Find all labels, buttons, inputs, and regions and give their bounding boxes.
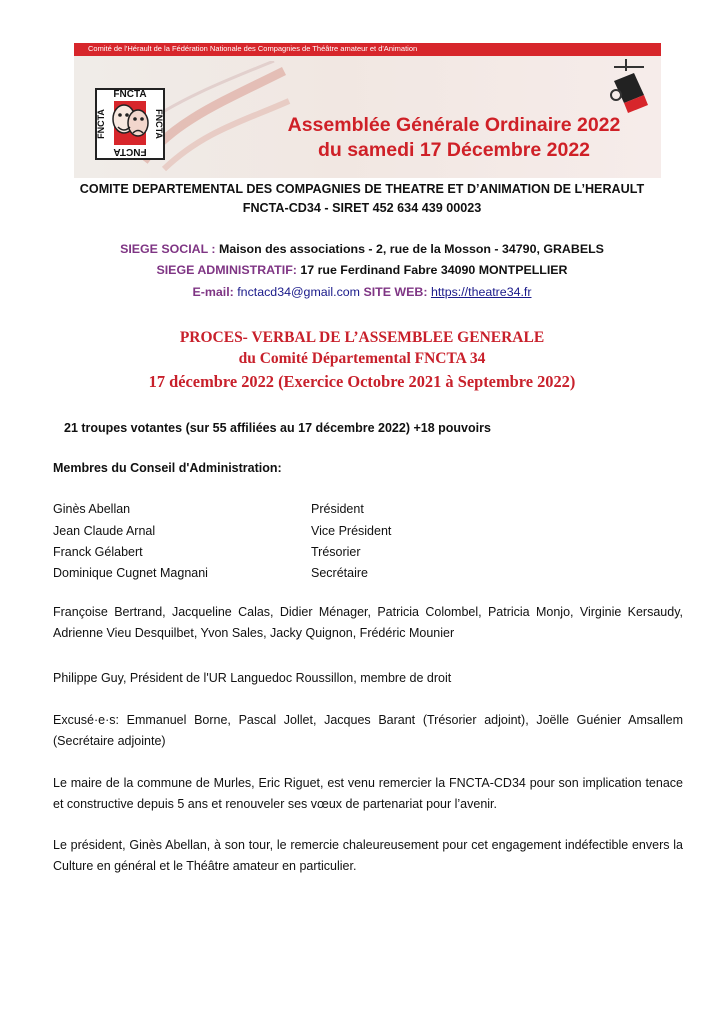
membres-heading: Membres du Conseil d'Administration: bbox=[53, 461, 282, 475]
member-ex-officio: Philippe Guy, Président de l'UR Languedoc Roussillon, membre de droit bbox=[53, 671, 452, 685]
fncta-logo-icon bbox=[90, 83, 170, 165]
siege-social-value: Maison des associations - 2, rue de la Mosson - 34790, GRABELS bbox=[215, 242, 604, 256]
mayor-paragraph: Le maire de la commune de Murles, Eric Riguet, est venu remercier la FNCTA-CD34 pour son implication tenace et constructive depuis 5 ans et renouveler ses vœux de partenariat pour l’avenir. bbox=[53, 776, 683, 811]
committee-name: COMITE DEPARTEMENTAL DES COMPAGNIES DE THEATRE ET D’ANIMATION DE L’HERAULT bbox=[79, 182, 645, 196]
board-member-role: Vice Président bbox=[311, 524, 392, 538]
banner-title-line2: du samedi 17 Décembre 2022 bbox=[317, 139, 591, 161]
spotlight-icon bbox=[604, 59, 658, 115]
pv-date: 17 décembre 2022 (Exercice Octobre 2021 à Septembre 2022) bbox=[148, 372, 576, 391]
email-link[interactable]: fnctacd34@gmail.com bbox=[233, 285, 364, 299]
siege-social-label: SIEGE SOCIAL : bbox=[120, 242, 216, 256]
board-member-name: Franck Gélabert bbox=[53, 545, 143, 559]
board-member-role: Secrétaire bbox=[311, 566, 368, 580]
siege-administratif bbox=[0, 263, 724, 277]
siege-admin-label: SIEGE ADMINISTRATIF: bbox=[156, 263, 297, 277]
svg-text:FNCTA: FNCTA bbox=[96, 109, 106, 139]
siege-admin-value: 17 rue Ferdinand Fabre 34090 MONTPELLIER bbox=[296, 263, 568, 277]
pv-subtitle: du Comité Départemental FNCTA 34 bbox=[238, 350, 486, 367]
web-label: SITE WEB: bbox=[363, 285, 428, 299]
excused-members: Excusé·e·s: Emmanuel Borne, Pascal Jollet, Jacques Barant (Trésorier adjoint), Joëlle Guénier Amsallem (Secrétaire adjointe) bbox=[53, 713, 683, 748]
board-member-role: Trésorier bbox=[311, 545, 361, 559]
banner-title-line1: Assemblée Générale Ordinaire 2022 bbox=[287, 114, 621, 136]
siret-line: FNCTA-CD34 - SIRET 452 634 439 00023 bbox=[242, 201, 482, 215]
troupes-count: 21 troupes votantes (sur 55 affiliées au 17 décembre 2022) +18 pouvoirs bbox=[64, 421, 491, 435]
banner-top-strip bbox=[74, 43, 661, 56]
contact-line bbox=[0, 285, 724, 299]
svg-text:FNCTA: FNCTA bbox=[154, 109, 164, 139]
website-link[interactable]: https://theatre34.fr bbox=[430, 285, 532, 299]
siege-social bbox=[0, 242, 724, 256]
president-paragraph: Le président, Ginès Abellan, à son tour, le remercie chaleureusement pour cet engagement indéfectible envers la Culture en général et le Théâtre amateur en particulier. bbox=[53, 838, 683, 873]
board-member-name: Dominique Cugnet Magnani bbox=[53, 566, 208, 580]
svg-text:FNCTA: FNCTA bbox=[113, 89, 147, 100]
banner-title bbox=[254, 113, 654, 163]
pv-title: PROCES- VERBAL DE L’ASSEMBLEE GENERALE bbox=[179, 329, 545, 346]
email-label: E-mail: bbox=[192, 285, 234, 299]
board-member-name: Jean Claude Arnal bbox=[53, 524, 156, 538]
header-banner bbox=[74, 43, 661, 178]
board-member-role: Président bbox=[311, 502, 364, 516]
other-members: Françoise Bertrand, Jacqueline Calas, Didier Ménager, Patricia Colombel, Patricia Monjo, Virginie Kersaudy, Adrienne Vieu Desquilbet, Yvon Sales, Jacky Quignon, Frédéric Mounier bbox=[53, 605, 683, 640]
svg-text:FNCTA: FNCTA bbox=[113, 146, 147, 157]
banner-strip-text: Comité de l'Hérault de la Fédération Nationale des Compagnies de Théâtre amateur et d'Animation bbox=[88, 44, 418, 53]
board-member-name: Ginès Abellan bbox=[53, 502, 131, 516]
